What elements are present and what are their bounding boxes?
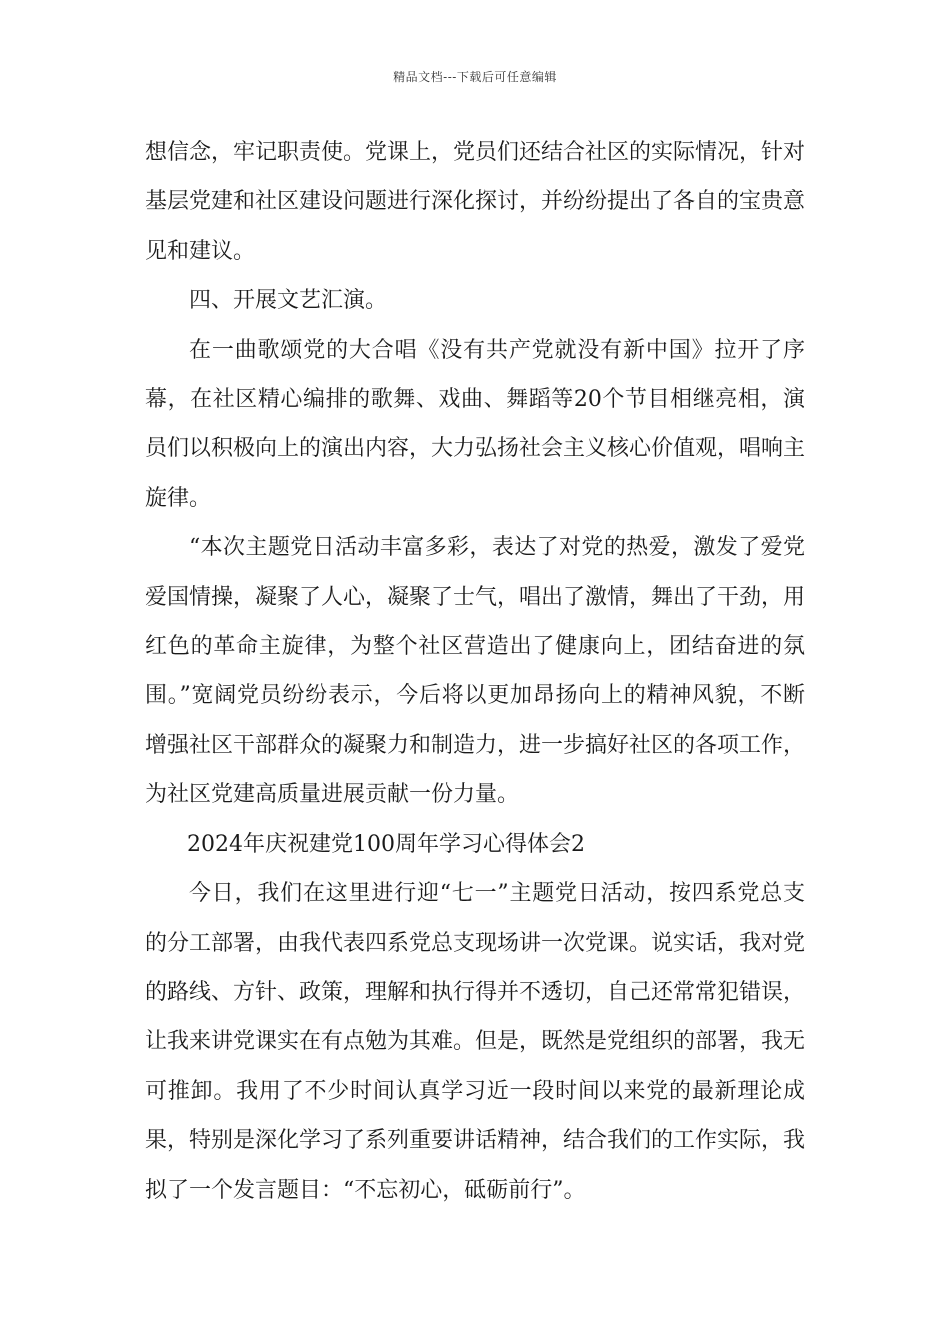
section-heading: 四、开展文艺汇演。 <box>189 288 388 314</box>
paragraph-continuation: 想信念，牢记职责使。党课上，党员们还结合社区的实际情况，针对基层党建和社区建设问题进行深化探讨，并纷纷提出了各自的宝贵意见和建议。 <box>145 140 806 264</box>
article-title: 2024年庆祝建党100周年学习心得体会2 <box>187 831 585 857</box>
paragraph-intro: 今日，我们在这里进行迎“七一”主题党日活动，按四系党总支的分工部署，由我代表四系党总支现场讲一次党课。说实话，我对党的路线、方针、政策，理解和执行得并不透切，自己还常常犯错误，让我来讲党课实在有点勉为其难。但是，既然是党组织的部署，我无可推卸。我用了不少时间认真学习近一段时间以来党的最新理论成果，特别是深化学习了系列重要讲话精神，结合我们的工作实际，我拟了一个发言题目：“不忘初心，砥砺前行”。 <box>145 881 806 1203</box>
document-body <box>145 128 805 1215</box>
paragraph-performance: 在一曲歌颂党的大合唱《没有共产党就没有新中国》拉开了序幕，在社区精心编排的歌舞、戏曲、舞蹈等20个节目相继亮相，演员们以积极向上的演出内容，大力弘扬社会主义核心价值观，唱响主旋律。 <box>145 337 806 511</box>
paragraph-quote: “本次主题党日活动丰富多彩，表达了对党的热爱，激发了爱党爱国情操，凝聚了人心，凝聚了士气，唱出了激情，舞出了干劲，用红色的革命主旋律，为整个社区营造出了健康向上，团结奋进的氛围。”宽阔党员纷纷表示，今后将以更加昂扬向上的精神风貌，不断增强社区干部群众的凝聚力和制造力，进一步搞好社区的各项工作，为社区党建高质量进展贡献一份力量。 <box>145 535 806 808</box>
page-header: 精品文档---下载后可任意编辑 <box>393 70 557 84</box>
